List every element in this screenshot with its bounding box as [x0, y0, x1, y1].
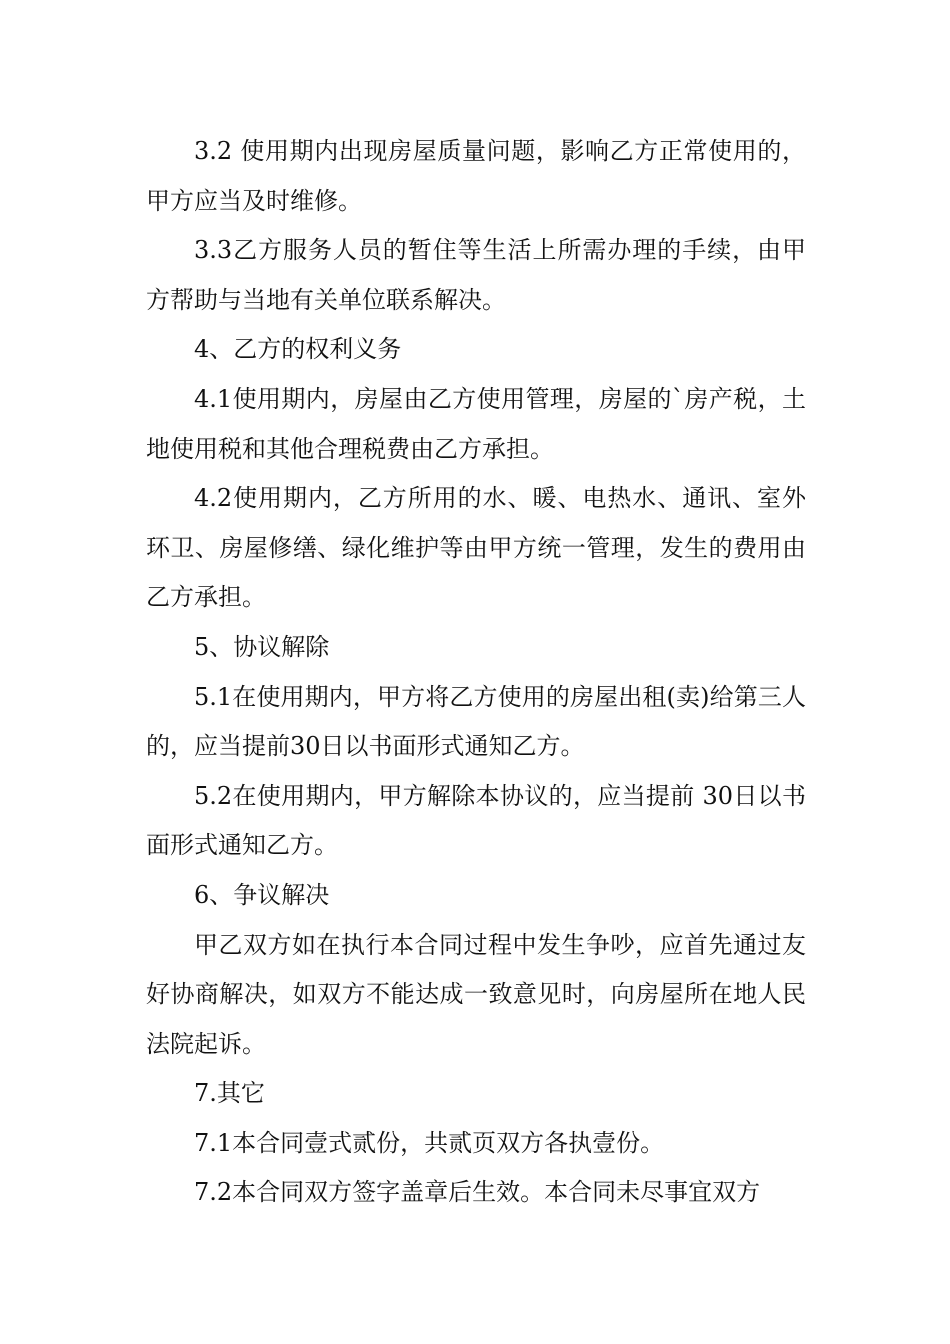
- clause-7-1: 7.1本合同壹式贰份，共贰页双方各执壹份。: [194, 1128, 665, 1157]
- section-4-heading: 4、乙方的权利义务: [194, 335, 402, 364]
- clause-5-2: 5.2在使用期内，甲方解除本协议的，应当提前 30日以书面形式通知乙方。: [146, 781, 806, 860]
- clause-3-3: 3.3乙方服务人员的暂住等生活上所需办理的手续，由甲方帮助与当地有关单位联系解决。: [146, 236, 806, 314]
- clause-5-1: 5.1在使用期内，甲方将乙方使用的房屋出租(卖)给第三人的，应当提前30日以书面形式通知乙方。: [146, 682, 806, 761]
- section-5-heading: 5、协议解除: [194, 632, 330, 661]
- clause-6-body: 甲乙双方如在执行本合同过程中发生争吵，应首先通过友好协商解决，如双方不能达成一致意见时，向房屋所在地人民法院起诉。: [146, 930, 806, 1058]
- clause-4-2: 4.2使用期内，乙方所用的水、暖、电热水、通讯、室外环卫、房屋修缮、绿化维护等由甲方统一管理，发生的费用由乙方承担。: [146, 484, 806, 612]
- document-body: [146, 127, 806, 1218]
- clause-3-2: 3.2 使用期内出现房屋质量问题，影响乙方正常使用的，甲方应当及时维修。: [146, 137, 806, 215]
- clause-4-1: 4.1使用期内，房屋由乙方使用管理，房屋的`房产税，土地使用税和其他合理税费由乙方承担。: [146, 384, 806, 463]
- clause-7-2: 7.2本合同双方签字盖章后生效。本合同未尽事宜双方: [194, 1178, 761, 1207]
- section-6-heading: 6、争议解决: [194, 880, 330, 909]
- section-7-heading: 7.其它: [194, 1079, 265, 1108]
